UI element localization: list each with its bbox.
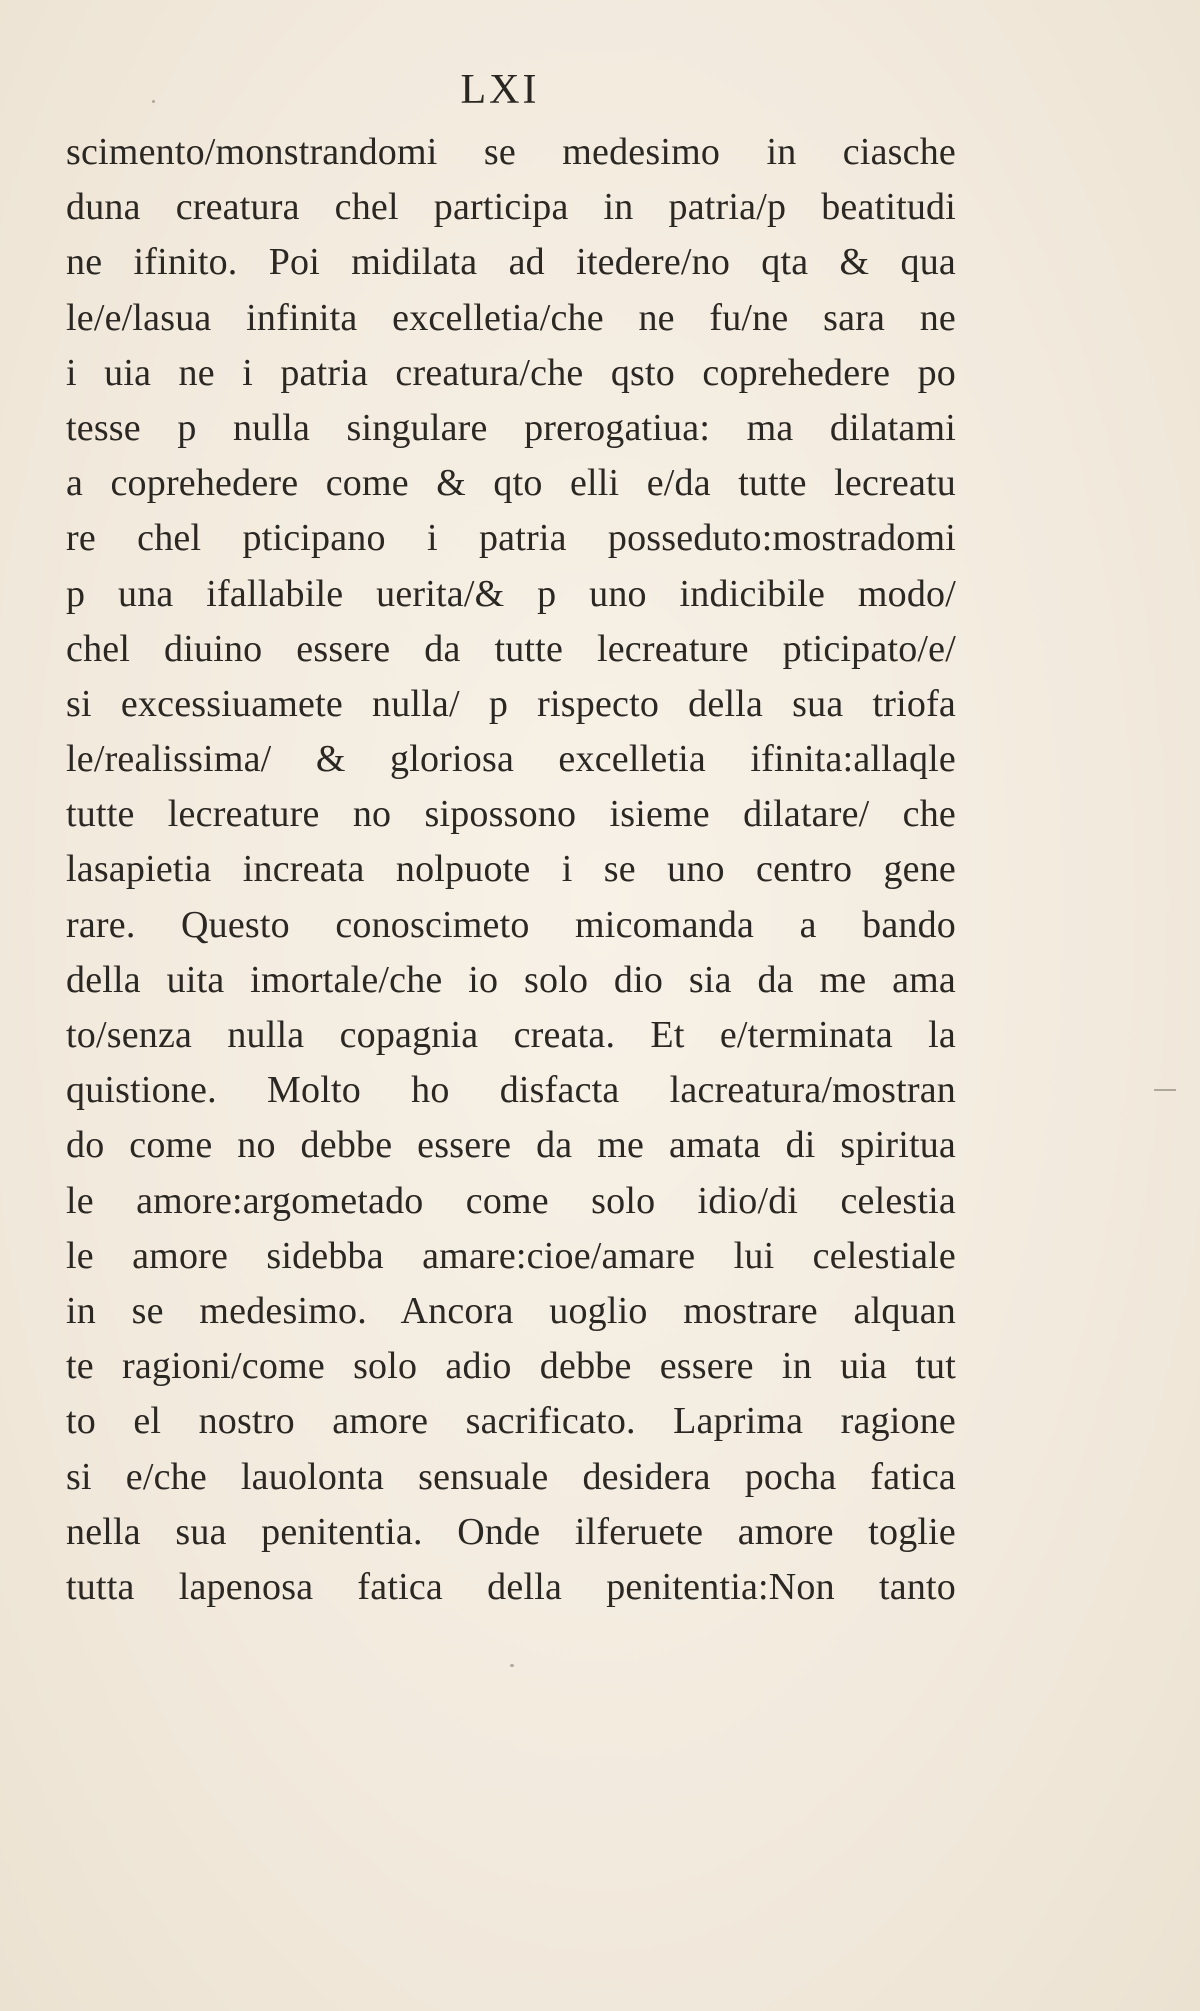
text-line: do come no debbe essere da me amata di spiritua	[66, 1124, 956, 1167]
text-line: lasapietia increata nolpuote i se uno centro gene	[66, 848, 956, 891]
text-line: tutta lapenosa fatica della penitentia:Non tanto	[66, 1565, 956, 1608]
text-line: le/e/lasua infinita excelletia/che ne fu/ne sara ne	[66, 296, 956, 339]
text-line: si excessiuamete nulla/ p rispecto della sua triofa	[66, 682, 956, 725]
text-line: quistione. Molto ho disfacta lacreatura/mostran	[66, 1069, 956, 1112]
text-line: le/realissima/ & gloriosa excelletia ifinita:allaqle	[66, 738, 956, 781]
text-line: le amore sidebba amare:cioe/amare lui celestiale	[66, 1234, 956, 1277]
text-block	[66, 125, 956, 1615]
stray-ink-dash	[1154, 1089, 1176, 1091]
text-line: tutte lecreature no sipossono isieme dilatare/ che	[66, 793, 956, 836]
text-line: della uita imortale/che io solo dio sia da me ama	[66, 958, 956, 1001]
text-line: nella sua penitentia. Onde ilferuete amore toglie	[66, 1510, 956, 1553]
text-line: p una ifallabile uerita/& p uno indicibile modo/	[66, 572, 956, 615]
text-line: i uia ne i patria creatura/che qsto coprehedere po	[66, 351, 956, 394]
text-line: tesse p nulla singulare prerogatiua: ma dilatami	[66, 406, 956, 449]
text-line: scimento/monstrandomi se medesimo in ciasche	[66, 131, 956, 173]
text-line: to/senza nulla copagnia creata. Et e/terminata la	[66, 1014, 956, 1056]
text-line: si e/che lauolonta sensuale desidera pocha fatica	[66, 1455, 956, 1498]
text-line: in se medesimo. Ancora uoglio mostrare alquan	[66, 1289, 956, 1332]
text-line: re chel pticipano i patria posseduto:mostradomi	[66, 517, 956, 560]
text-line: a coprehedere come & qto elli e/da tutte lecreatu	[66, 462, 956, 505]
text-line: chel diuino essere da tutte lecreature pticipato/e/	[66, 627, 956, 670]
text-line: duna creatura chel participa in patria/p beatitudi	[66, 186, 956, 229]
text-line: ne ifinito. Poi midilata ad itedere/no qta & qua	[66, 241, 956, 284]
text-line: to el nostro amore sacrificato. Laprima ragione	[66, 1400, 956, 1443]
folio-number: LXI	[460, 67, 540, 113]
text-line: rare. Questo conoscimeto micomanda a bando	[66, 903, 956, 946]
text-line: le amore:argometado come solo idio/di celestia	[66, 1179, 956, 1222]
stray-ink-dot	[510, 1664, 514, 1667]
text-line: te ragioni/come solo adio debbe essere in uia tut	[66, 1345, 956, 1388]
